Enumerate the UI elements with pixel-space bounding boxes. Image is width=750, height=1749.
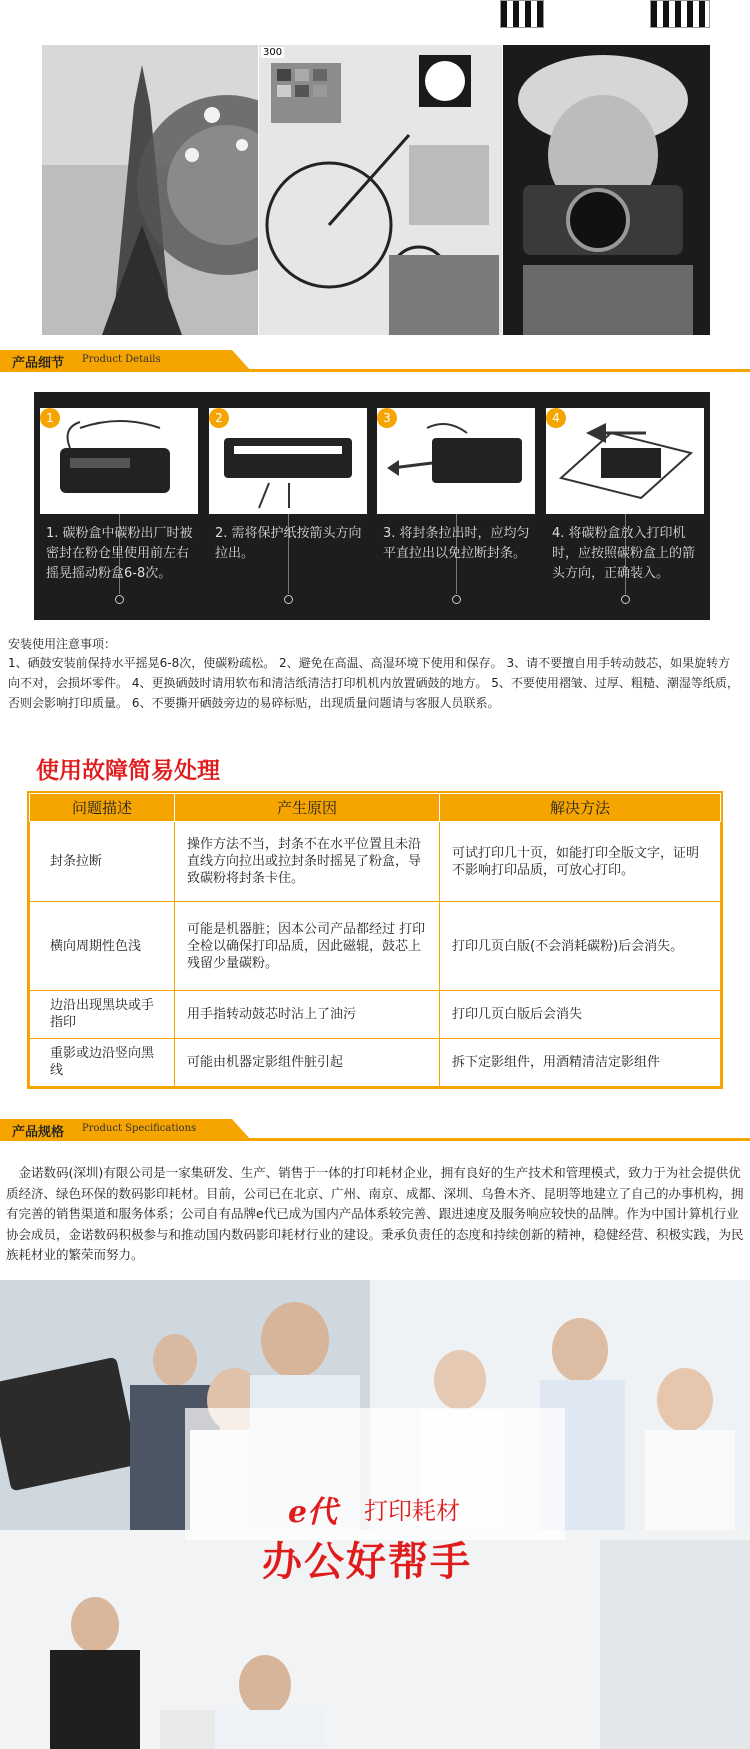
table-header-row [30, 794, 721, 822]
eiffel-tower-photo [42, 45, 258, 335]
product-specifications-header [0, 1119, 750, 1147]
step-marker [621, 595, 630, 604]
solution-cell: 拆下定影组件，用酒精清洁定影组件 [440, 1038, 721, 1086]
troubleshoot-table [27, 791, 723, 1089]
girl-with-camera-photo [503, 45, 710, 335]
step-3 [377, 408, 535, 604]
company-description: 金诺数码(深圳)有限公司是一家集研发、生产、销售于一体的打印耗材企业，拥有良好的生产技术和管理模式，致力于为社会提供优质经济、绿色环保的数码影印耗材。目前，公司已在北京、广州、南京、成都、深圳、乌鲁木齐、昆明等地建立了自己的办事机构，拥有完善的销售渠道和服务体系；公司自有品牌e代已成为国内产品体系较完善、跟进速度及服务响应较快的品牌。作为中国计算机行业协会成员，金诺数码积极参与和推动国内数码影印耗材行业的建设。秉承负责任的态度和持续创新的精神，稳健经营、积极实践，为民族耗材业的繁荣而努力。 [6, 1165, 744, 1262]
notes-title: 安装使用注意事项： [8, 637, 117, 651]
column-header: 产生原因 [175, 794, 440, 822]
problem-cell: 重影或边沿竖向黑线 [30, 1038, 175, 1086]
notes-body: 1、硒鼓安装前保持水平摇晃6-8次，使碳粉疏松。 2、避免在高温、高湿环境下使用和保存。 3、请不要擅自用手转动鼓芯，如果旋转方向不对，会损坏零件。 4、更换硒鼓时请用软布和清洁纸清洁打印机机内放置硒鼓的地方。 5、不要使用褶皱、过厚、粗糙、潮湿等纸质，否则会影响打印质量。 6、不要撕开硒鼓旁边的易碎标贴，出现质量问题请与客服人员联系。 [8, 656, 739, 710]
cause-cell: 用手指转动鼓芯时沾上了油污 [175, 990, 440, 1038]
brand-tagline: 打印耗材 [364, 1497, 460, 1525]
column-header: 解决方法 [440, 794, 721, 822]
problem-cell: 边沿出现黑块或手指印 [30, 990, 175, 1038]
product-details-header [0, 350, 750, 378]
step-number: 2 [209, 408, 229, 428]
step-marker [115, 595, 124, 604]
step-2 [209, 408, 367, 604]
test-pattern-thumbnail [500, 0, 544, 28]
solution-cell: 打印几页白版(不会消耗碳粉)后会消失。 [440, 902, 721, 990]
top-strip [0, 0, 750, 35]
table-row [30, 1038, 721, 1086]
section-title-cn: 产品细节 [12, 356, 65, 371]
troubleshoot-title: 使用故障简易处理 [36, 758, 220, 784]
solution-cell: 打印几页白版后会消失 [440, 990, 721, 1038]
table-row [30, 822, 721, 902]
bicycle-test-chart-photo [259, 45, 502, 335]
cause-cell: 操作方法不当，封条不在水平位置且未沿直线方向拉出或拉封条时摇晃了粉盒，导致碳粉将封条卡住。 [175, 822, 440, 902]
step-number: 4 [546, 408, 566, 428]
step-4-illustration [546, 408, 704, 514]
installation-steps-panel [34, 392, 710, 620]
column-header: 问题描述 [30, 794, 175, 822]
table-row [30, 990, 721, 1038]
section-title-en: Product Details [82, 354, 161, 365]
banner-slogan: 办公好帮手 [262, 1539, 472, 1585]
step-3-illustration [377, 408, 535, 514]
step-number: 1 [40, 408, 60, 428]
step-text: 4. 将碳粉盒放入打印机时，应按照碳粉盒上的箭头方向，正确装入。 [552, 526, 696, 581]
problem-cell: 横向周期性色浅 [30, 902, 175, 990]
table-row [30, 902, 721, 990]
step-text: 2. 需将保护纸按箭头方向拉出。 [215, 526, 362, 561]
step-number: 3 [377, 408, 397, 428]
cause-cell: 可能是机器脏；因本公司产品都经过 打印全检以确保打印品质，因此磁辊，鼓芯上残留少量碳粉。 [175, 902, 440, 990]
step-4 [546, 408, 704, 604]
problem-cell: 封条拉断 [30, 822, 175, 902]
step-marker [452, 595, 461, 604]
step-2-illustration [209, 408, 367, 514]
step-text: 1. 碳粉盒中碳粉出厂时被密封在粉仓里使用前左右摇晃摇动粉盒6-8次。 [46, 526, 193, 581]
section-title-en: Product Specifications [82, 1123, 197, 1134]
step-1 [40, 408, 198, 604]
dpi-label: 300 [263, 47, 283, 58]
brand-logo: e代 [288, 1495, 338, 1530]
cause-cell: 可能由机器定影组件脏引起 [175, 1038, 440, 1086]
step-1-illustration [40, 408, 198, 514]
step-marker [284, 595, 293, 604]
section-title-cn: 产品规格 [12, 1125, 65, 1140]
step-text: 3. 将封条拉出时，应均匀平直拉出以免拉断封条。 [383, 526, 530, 561]
test-pattern-thumbnail [650, 0, 710, 28]
solution-cell: 可试打印几十页，如能打印全版文字，证明不影响打印品质，可放心打印。 [440, 822, 721, 902]
